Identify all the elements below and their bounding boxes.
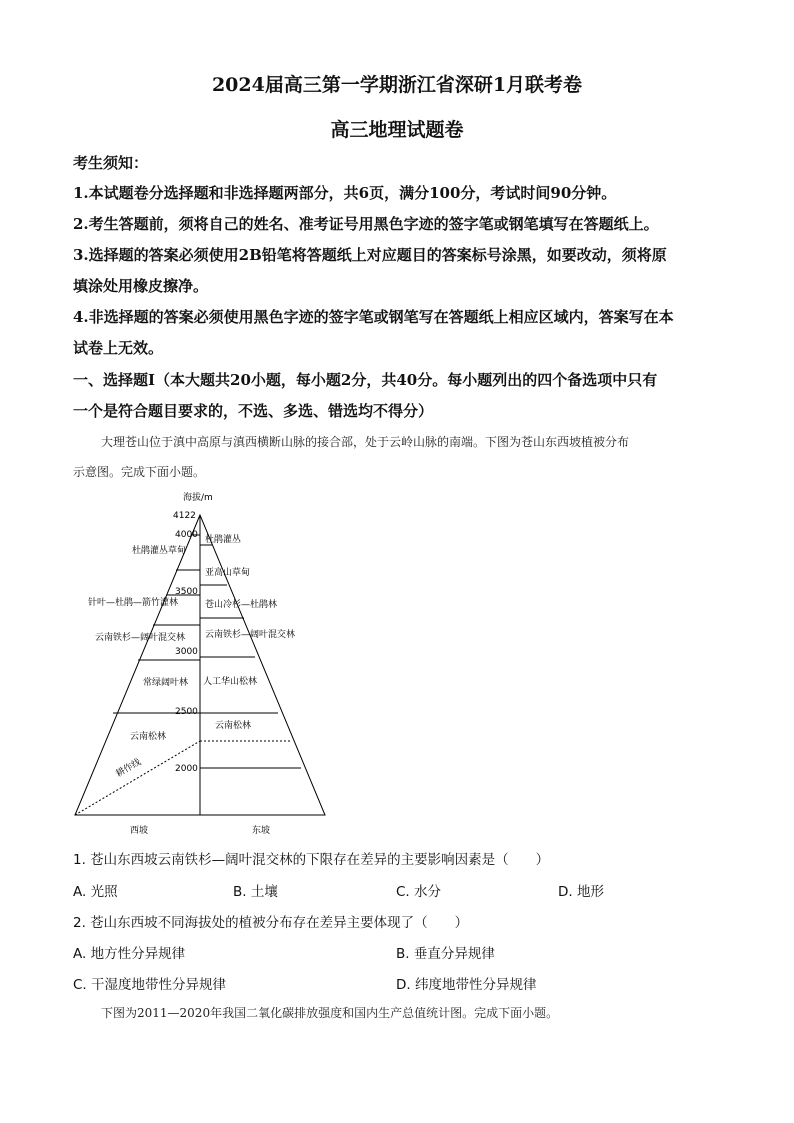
question-1-option-d[interactable]: D. 地形 <box>558 884 604 900</box>
question-2-stem: 2. 苍山东西坡不同海拔处的植被分布存在差异主要体现了（ ） <box>73 915 469 931</box>
east-zone-2: 亚高山草甸 <box>205 568 251 578</box>
east-zone-1: 杜鹃灌丛 <box>205 535 242 545</box>
question-2-option-c[interactable]: C. 干湿度地带性分异规律 <box>73 977 227 993</box>
passage-1-line-1: 大理苍山位于滇中高原与滇西横断山脉的接合部，处于云岭山脉的南端。下图为苍山东西坡植被分布 <box>101 435 630 449</box>
vegetation-diagram <box>0 485 794 845</box>
west-zone-1: 杜鹃灌丛草甸 <box>132 546 187 556</box>
exam-title: 2024届高三第一学期浙江省深研1月联考卷 <box>211 74 583 96</box>
east-zone-4: 云南铁杉—阔叶混交林 <box>205 630 296 640</box>
east-slope-label: 东坡 <box>252 826 271 836</box>
east-zone-6: 云南松林 <box>215 721 252 731</box>
cultivation-line-label: 耕作线 <box>114 757 143 780</box>
elev-4122: 4122 <box>173 511 196 521</box>
west-slope-label: 西坡 <box>130 826 149 836</box>
notice-item-4: 4.非选择题的答案必须使用黑色字迹的签字笔或钢笔写在答题纸上相应区域内，答案写在本 <box>73 308 674 326</box>
passage-2: 下图为2011—2020年我国二氧化碳排放强度和国内生产总值统计图。完成下面小题。 <box>101 1006 559 1020</box>
elev-3000: 3000 <box>175 647 198 657</box>
section-heading-1: 一、选择题Ⅰ（本大题共20小题，每小题2分，共40分。每小题列出的四个备选项中只有 <box>73 371 658 389</box>
west-zone-5: 云南松林 <box>130 732 167 742</box>
passage-1-line-2: 示意图。完成下面小题。 <box>73 465 206 479</box>
notice-item-4-cont: 试卷上无效。 <box>73 339 164 357</box>
east-zone-3: 苍山冷杉—杜鹃林 <box>205 600 278 610</box>
question-1-option-b[interactable]: B. 土壤 <box>233 884 278 900</box>
west-cultivation-dotted <box>75 741 200 815</box>
elev-2500: 2500 <box>175 707 198 717</box>
notice-item-2: 2.考生答题前，须将自己的姓名、准考证号用黑色字迹的签字笔或钢笔填写在答题纸上。 <box>73 215 659 233</box>
west-zone-2: 针叶—杜鹃—箭竹灌林 <box>88 598 179 608</box>
exam-subtitle: 高三地理试题卷 <box>330 119 464 141</box>
west-zone-4: 常绿阔叶林 <box>143 678 189 688</box>
west-zone-3: 云南铁杉—阔叶混交林 <box>95 633 186 643</box>
question-2-option-a[interactable]: A. 地方性分异规律 <box>73 946 186 962</box>
question-1-stem: 1. 苍山东西坡云南铁杉—阔叶混交林的下限存在差异的主要影响因素是（ ） <box>73 852 550 868</box>
question-1-option-a[interactable]: A. 光照 <box>73 884 118 900</box>
axis-label: 海拔/m <box>183 493 213 503</box>
question-2-option-d[interactable]: D. 纬度地带性分异规律 <box>396 977 537 993</box>
elev-4000: 4000 <box>175 530 198 540</box>
notice-item-3-cont: 填涂处用橡皮擦净。 <box>73 277 209 295</box>
notice-item-1: 1.本试题卷分选择题和非选择题两部分，共6页，满分100分，考试时间90分钟。 <box>73 184 617 202</box>
section-heading-2: 一个是符合题目要求的，不选、多选、错选均不得分） <box>73 402 434 420</box>
elev-2000: 2000 <box>175 764 198 774</box>
notice-item-3: 3.选择题的答案必须使用2B铅笔将答题纸上对应题目的答案标号涂黑，如要改动，须将原 <box>73 246 667 264</box>
elev-3500: 3500 <box>175 587 198 597</box>
question-1-option-c[interactable]: C. 水分 <box>396 884 442 900</box>
east-zone-5: 人工华山松林 <box>203 677 258 687</box>
notice-heading: 考生须知： <box>73 154 149 172</box>
question-2-option-b[interactable]: B. 垂直分异规律 <box>396 946 495 962</box>
